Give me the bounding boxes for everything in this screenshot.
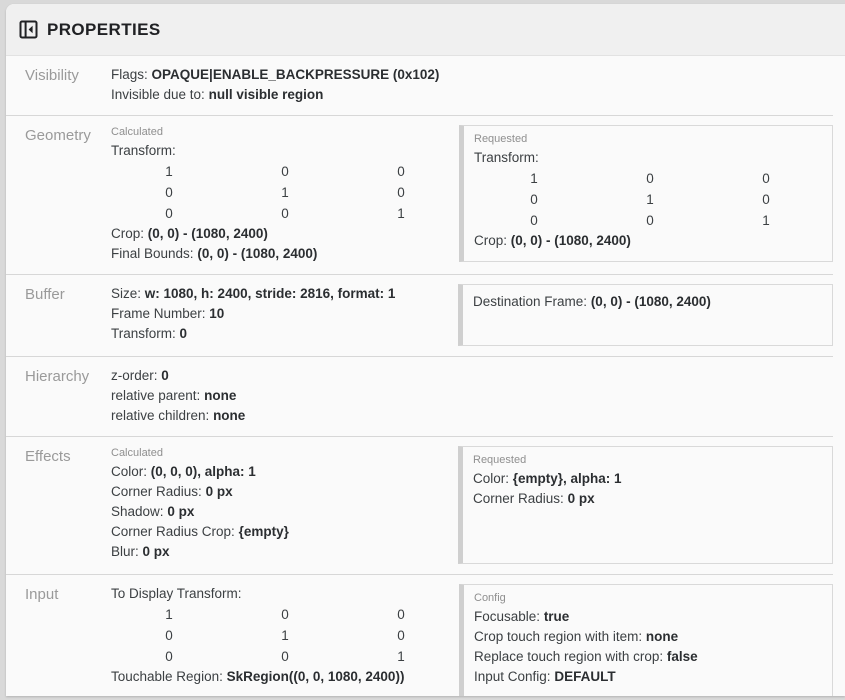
shadow-value: 0 px [167, 504, 195, 519]
invisible-due-to-value: null visible region [208, 87, 324, 102]
section-label-input: Input [25, 586, 59, 603]
requested-group-label: Requested [474, 133, 528, 145]
section-effects [6, 437, 845, 575]
buffer-transform-key: Transform: [111, 326, 176, 341]
collapse-panel-icon[interactable] [19, 20, 38, 39]
corner-radius-value: 0 px [567, 491, 595, 506]
buffer-transform-row [111, 324, 458, 344]
relative-children-key: relative children: [111, 408, 210, 423]
matrix-cell: 1 [397, 649, 405, 664]
color-row [111, 462, 458, 482]
calculated-group-label: Calculated [111, 447, 163, 459]
matrix-cell: 0 [646, 213, 654, 228]
touchable-region-key: Touchable Region: [111, 669, 223, 684]
flags-value: OPAQUE|ENABLE_BACKPRESSURE (0x102) [151, 67, 440, 82]
corner-radius-key: Corner Radius: [111, 484, 202, 499]
input-properties [111, 584, 459, 696]
matrix-cell: 0 [281, 206, 289, 221]
matrix-cell: 1 [646, 192, 654, 207]
matrix-cell: 0 [530, 213, 538, 228]
matrix-cell: 0 [762, 192, 770, 207]
touchable-region-value: SkRegion((0, 0, 1080, 2400)) [226, 669, 405, 684]
relative-parent-row [111, 386, 458, 406]
blur-value: 0 px [142, 544, 170, 559]
crop-value: (0, 0) - (1080, 2400) [147, 226, 268, 241]
matrix-cell: 0 [646, 171, 654, 186]
matrix-cell: 0 [165, 185, 173, 200]
replace-touch-region-row [474, 647, 824, 667]
crop-touch-region-row [474, 627, 824, 647]
corner-radius-value: 0 px [205, 484, 233, 499]
transform-matrix [474, 168, 824, 231]
shadow-key: Shadow: [111, 504, 164, 519]
input-config-box [459, 584, 833, 696]
final-bounds-row [111, 244, 459, 264]
transform-label: Transform: [474, 150, 539, 165]
frame-number-key: Frame Number: [111, 306, 206, 321]
relative-children-value: none [213, 408, 246, 423]
frame-number-row [111, 304, 458, 324]
to-display-transform-matrix [111, 604, 459, 667]
shadow-row [111, 502, 458, 522]
final-bounds-value: (0, 0) - (1080, 2400) [197, 246, 318, 261]
frame-number-value: 10 [209, 306, 225, 321]
crop-key: Crop: [474, 233, 508, 248]
section-label-buffer: Buffer [25, 286, 65, 303]
crop-row [111, 224, 459, 244]
relative-parent-value: none [204, 388, 237, 403]
panel-title: PROPERTIES [47, 19, 161, 39]
section-geometry [6, 116, 845, 275]
crop-key: Crop: [111, 226, 145, 241]
size-row [111, 284, 458, 304]
transform-matrix [111, 161, 459, 224]
replace-touch-region-value: false [666, 649, 698, 664]
visibility-properties [111, 65, 458, 105]
buffer-properties [111, 284, 458, 346]
matrix-cell: 0 [530, 192, 538, 207]
config-group-label: Config [474, 592, 506, 604]
matrix-cell: 1 [165, 607, 173, 622]
blur-row [111, 542, 458, 562]
geometry-requested-box [459, 125, 833, 262]
section-label-visibility: Visibility [25, 67, 79, 84]
section-input [6, 575, 845, 696]
color-value: (0, 0, 0), alpha: 1 [150, 464, 256, 479]
color-value: {empty}, alpha: 1 [512, 471, 622, 486]
properties-panel-header [6, 4, 845, 56]
corner-radius-crop-value: {empty} [238, 524, 289, 539]
color-key: Color: [111, 464, 148, 479]
relative-children-row [111, 406, 458, 426]
crop-touch-region-value: none [645, 629, 679, 644]
focusable-value: true [543, 609, 570, 624]
focusable-row [474, 607, 824, 627]
corner-radius-row [111, 482, 458, 502]
matrix-cell: 1 [281, 628, 289, 643]
section-buffer [6, 275, 845, 357]
blur-key: Blur: [111, 544, 139, 559]
final-bounds-key: Final Bounds: [111, 246, 194, 261]
matrix-cell: 0 [281, 649, 289, 664]
transform-label: Transform: [111, 143, 176, 158]
hierarchy-properties [111, 366, 458, 426]
corner-radius-crop-row [111, 522, 458, 542]
to-display-transform-label: To Display Transform: [111, 586, 242, 601]
matrix-cell: 0 [165, 628, 173, 643]
z-order-key: z-order: [111, 368, 158, 383]
corner-radius-key: Corner Radius: [473, 491, 564, 506]
buffer-destination-box [458, 284, 833, 346]
buffer-transform-value: 0 [179, 326, 188, 341]
matrix-cell: 1 [165, 164, 173, 179]
matrix-cell: 1 [762, 213, 770, 228]
color-key: Color: [473, 471, 510, 486]
destination-frame-key: Destination Frame: [473, 294, 588, 309]
section-label-effects: Effects [25, 448, 71, 465]
size-key: Size: [111, 286, 142, 301]
matrix-cell: 0 [165, 649, 173, 664]
section-visibility [6, 56, 845, 116]
crop-row [474, 231, 824, 251]
effects-requested-box [458, 446, 833, 564]
panel-split-icon [19, 20, 38, 39]
matrix-cell: 0 [397, 607, 405, 622]
matrix-cell: 0 [281, 607, 289, 622]
section-label-hierarchy: Hierarchy [25, 368, 90, 385]
input-config-key: Input Config: [474, 669, 551, 684]
destination-frame-value: (0, 0) - (1080, 2400) [590, 294, 711, 309]
matrix-cell: 0 [281, 164, 289, 179]
flags-key: Flags: [111, 67, 148, 82]
size-value: w: 1080, h: 2400, stride: 2816, format: 1 [144, 286, 396, 301]
focusable-key: Focusable: [474, 609, 541, 624]
invisible-due-to-row [111, 85, 458, 105]
matrix-cell: 1 [530, 171, 538, 186]
destination-frame-row [473, 292, 824, 312]
matrix-cell: 0 [762, 171, 770, 186]
matrix-cell: 0 [397, 185, 405, 200]
matrix-cell: 0 [397, 164, 405, 179]
relative-parent-key: relative parent: [111, 388, 201, 403]
z-order-row [111, 366, 458, 386]
crop-touch-region-key: Crop touch region with item: [474, 629, 643, 644]
input-config-value: DEFAULT [554, 669, 616, 684]
matrix-cell: 0 [165, 206, 173, 221]
section-hierarchy [6, 357, 845, 437]
effects-calculated-group [111, 446, 458, 564]
corner-radius-crop-key: Corner Radius Crop: [111, 524, 235, 539]
matrix-cell: 0 [397, 628, 405, 643]
properties-panel [6, 4, 845, 696]
requested-group-label: Requested [473, 454, 527, 466]
invisible-due-to-key: Invisible due to: [111, 87, 205, 102]
z-order-value: 0 [161, 368, 169, 383]
section-label-geometry: Geometry [25, 127, 91, 144]
replace-touch-region-key: Replace touch region with crop: [474, 649, 664, 664]
matrix-cell: 1 [397, 206, 405, 221]
input-config-row [474, 667, 824, 687]
geometry-calculated-group [111, 125, 459, 264]
matrix-cell: 1 [281, 185, 289, 200]
color-row [473, 469, 824, 489]
touchable-region-row [111, 667, 459, 687]
corner-radius-row [473, 489, 824, 509]
calculated-group-label: Calculated [111, 126, 163, 138]
crop-value: (0, 0) - (1080, 2400) [510, 233, 631, 248]
flags-row [111, 65, 458, 85]
